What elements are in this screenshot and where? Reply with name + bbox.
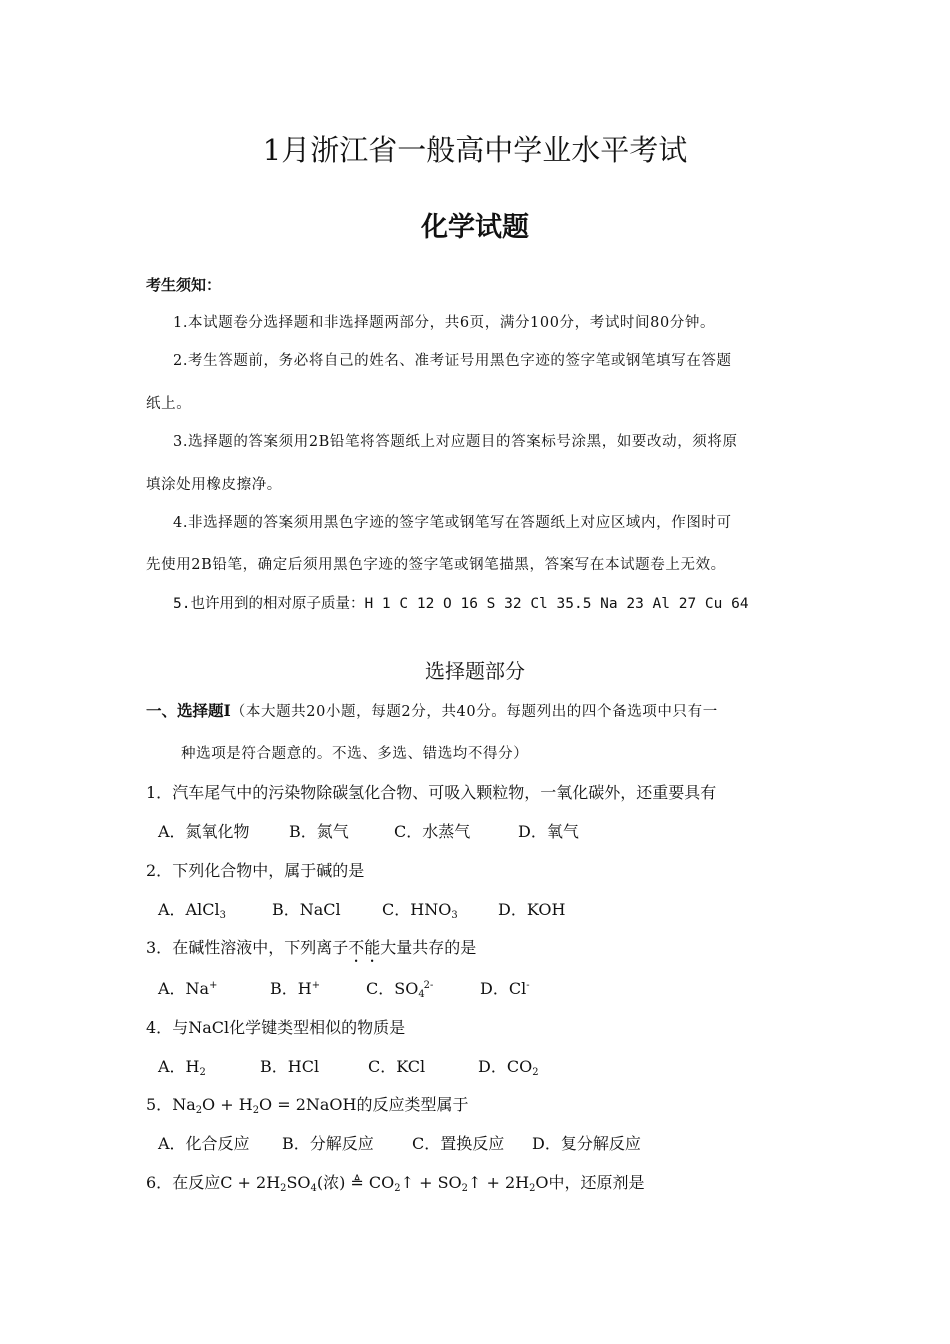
question-5 [146, 1092, 469, 1116]
question-5-options [158, 1131, 858, 1155]
option-d: D．氧气 [518, 822, 579, 841]
question-2-options [158, 897, 858, 921]
option-a: A．$H_2$ [158, 1057, 206, 1078]
option-d: D．KOH [498, 900, 566, 919]
question-number: 3． [146, 938, 173, 957]
question-text: 在碱性溶液中，下列离子 [172, 938, 349, 957]
part1-desc: （本大题共20小题，每题2分，共40分。每题列出的四个备选项中只有一 [230, 704, 718, 720]
option-b: B．分解反应 [282, 1134, 374, 1153]
part1-header [146, 699, 718, 721]
question-number: 5． [146, 1095, 173, 1114]
question-2 [146, 858, 364, 881]
option-c: C．$SO_4^{2-}$ [366, 979, 434, 1000]
notes-heading: 考生须知： [146, 276, 222, 294]
question-4 [146, 1015, 405, 1038]
question-text: 的反应类型属于 [356, 1095, 469, 1114]
emphasized-text: 不能 [348, 938, 381, 957]
equation: $C + 2H_2SO_4$(浓) ≜ $CO_2↑$ + $SO_2↑ + 2H_2O$ [220, 1173, 549, 1194]
note-line: 5.也许用到的相对原子质量：H 1 C 12 O 16 S 32 Cl 35.5 Na 23 Al 27 Cu 64 [173, 596, 749, 612]
note-line: 2.考生答题前，务必将自己的姓名、准考证号用黑色字迹的签字笔或钢笔填写在答题 [173, 353, 732, 369]
question-text: 大量共存的是 [380, 938, 477, 957]
option-a: A．Na+ [158, 979, 218, 998]
option-d: D．复分解反应 [532, 1134, 641, 1153]
question-6 [146, 1170, 645, 1194]
question-4-options [158, 1054, 858, 1078]
part1-head: 一、选择题Ⅰ [146, 701, 231, 720]
note-line: 先使用2B铅笔，确定后须用黑色字迹的签字笔或钢笔描黑，答案写在本试题卷上无效。 [146, 557, 726, 573]
option-b: B．HCl [260, 1057, 320, 1076]
note-line: 3.选择题的答案须用2B铅笔将答题纸上对应题目的答案标号涂黑，如要改动，须将原 [173, 434, 738, 450]
question-text: 与NaCl化学键类型相似的物质是 [172, 1018, 406, 1037]
option-c: C．置换反应 [412, 1134, 505, 1153]
exam-title: 1月浙江省一般高中学业水平考试 [262, 133, 688, 167]
option-d: D．$CO_2$ [478, 1057, 539, 1078]
question-text: 在反应 [172, 1173, 221, 1192]
option-a: A．氮氧化物 [158, 822, 250, 841]
question-1-options [158, 819, 858, 843]
option-a: A．AlCl$_3$ [158, 900, 226, 921]
question-number: 6． [146, 1173, 173, 1192]
option-a: A．化合反应 [158, 1134, 250, 1153]
question-3-options [158, 976, 858, 1000]
option-d: D．Cl- [480, 979, 530, 998]
exam-subtitle: 化学试题 [421, 212, 529, 243]
question-1 [146, 780, 716, 803]
part1-desc-line2: 种选项是符合题意的。不选、多选、错选均不得分） [181, 746, 529, 762]
section-title: 选择题部分 [425, 659, 525, 683]
option-b: B．NaCl [272, 900, 341, 919]
note-line: 填涂处用橡皮擦净。 [146, 477, 282, 493]
note-line: 1.本试题卷分选择题和非选择题两部分，共6页，满分100分，考试时间80分钟。 [173, 315, 716, 331]
question-number: 4． [146, 1018, 173, 1037]
question-number: 1． [146, 783, 173, 802]
option-c: C．KCl [368, 1057, 426, 1076]
note-line: 纸上。 [146, 396, 192, 412]
question-text: 汽车尾气中的污染物除碳氢化合物、可吸入颗粒物，一氧化碳外，还重要具有 [172, 783, 717, 802]
option-c: C．$HNO_3$ [382, 900, 458, 921]
option-c: C．水蒸气 [394, 822, 471, 841]
question-text: 中，还原剂是 [548, 1173, 645, 1192]
option-b: B．氮气 [289, 822, 349, 841]
option-b: B．H+ [270, 979, 321, 998]
question-text: 下列化合物中，属于碱的是 [172, 861, 365, 880]
equation: $Na_2O + H_2O$ = 2NaOH [172, 1095, 357, 1116]
question-number: 2． [146, 861, 173, 880]
note-line: 4.非选择题的答案须用黑色字迹的签字笔或钢笔写在答题纸上对应区域内，作图时可 [173, 515, 732, 531]
question-3 [146, 935, 476, 966]
